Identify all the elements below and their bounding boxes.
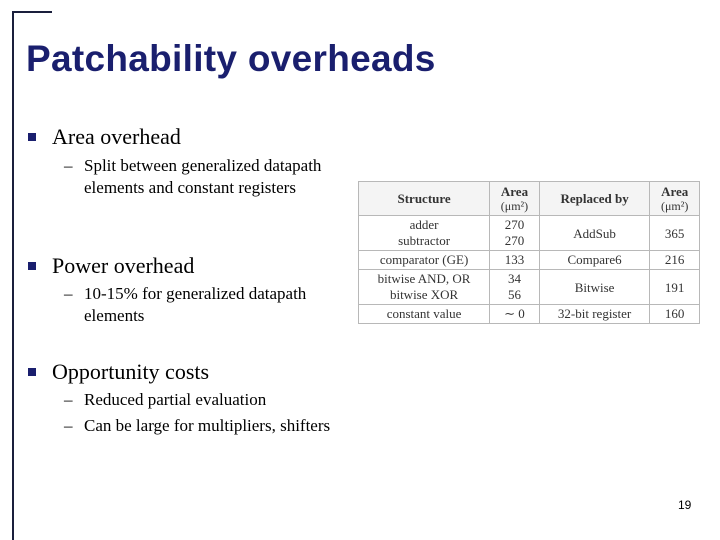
sub-bullet-split <box>64 155 349 199</box>
header-replaced-by: Replaced by <box>539 182 650 216</box>
area-subtractor: 270 <box>504 233 525 248</box>
header-area-unit: (μm²) <box>500 198 529 213</box>
bullet-text: Opportunity costs <box>52 359 210 384</box>
area-overhead-table <box>358 181 700 324</box>
square-bullet-icon <box>28 368 36 376</box>
cell-area2: 160 <box>650 305 700 324</box>
bullet-area-overhead <box>28 124 181 150</box>
sub-bullet-multipliers <box>64 415 384 437</box>
dash-marker: – <box>64 156 73 175</box>
area-and-or: 34 <box>507 271 521 286</box>
slide-title: Patchability overheads <box>26 38 436 79</box>
cell-replaced-by: Bitwise <box>539 270 650 305</box>
area-xor: 56 <box>507 287 521 302</box>
dash-marker: – <box>64 284 73 303</box>
dash-marker: – <box>64 390 73 409</box>
sub-bullet-text: 10-15% for generalized datapath elements <box>84 284 307 325</box>
structure-xor: bitwise XOR <box>389 287 459 302</box>
header-area2-unit: (μm²) <box>661 198 689 213</box>
sub-bullet-text: Reduced partial evaluation <box>84 390 267 409</box>
cell-area: ∼ 0 <box>490 305 540 324</box>
header-structure: Structure <box>359 182 490 216</box>
cell-structure <box>359 270 490 305</box>
slide-frame-horizontal-rule <box>12 11 52 13</box>
area-adder: 270 <box>504 217 525 232</box>
cell-structure: comparator (GE) <box>359 251 490 270</box>
dash-marker: – <box>64 416 73 435</box>
cell-area: 133 <box>490 251 540 270</box>
square-bullet-icon <box>28 133 36 141</box>
structure-subtractor: subtractor <box>398 233 451 248</box>
sub-bullet-text: Can be large for multipliers, shifters <box>84 416 331 435</box>
bullet-text: Power overhead <box>52 253 195 278</box>
bullet-opportunity-costs <box>28 359 209 385</box>
table-row <box>359 270 700 305</box>
table-row <box>359 305 700 324</box>
page-number: 19 <box>678 498 692 512</box>
cell-area <box>490 216 540 251</box>
header-area <box>490 182 540 216</box>
header-area2 <box>650 182 700 216</box>
cell-area2: 365 <box>650 216 700 251</box>
sub-bullet-reduced <box>64 389 384 411</box>
cell-area <box>490 270 540 305</box>
header-area2-label: Area <box>661 183 689 199</box>
cell-structure <box>359 216 490 251</box>
structure-and-or: bitwise AND, OR <box>377 271 471 286</box>
cell-replaced-by: Compare6 <box>539 251 650 270</box>
cell-replaced-by: 32-bit register <box>539 305 650 324</box>
cell-area2: 191 <box>650 270 700 305</box>
table-row <box>359 216 700 251</box>
slide-frame-vertical-rule <box>12 11 14 540</box>
bullet-text: Area overhead <box>52 124 181 149</box>
square-bullet-icon <box>28 262 36 270</box>
structure-adder: adder <box>409 217 439 232</box>
cell-replaced-by: AddSub <box>539 216 650 251</box>
cell-area2: 216 <box>650 251 700 270</box>
table-row <box>359 251 700 270</box>
header-area-label: Area <box>500 183 529 199</box>
table-header-row <box>359 182 700 216</box>
cell-structure: constant value <box>359 305 490 324</box>
sub-bullet-text: Split between generalized datapath elements and constant registers <box>84 156 322 197</box>
bullet-power-overhead <box>28 253 194 279</box>
sub-bullet-percentage <box>64 283 349 327</box>
